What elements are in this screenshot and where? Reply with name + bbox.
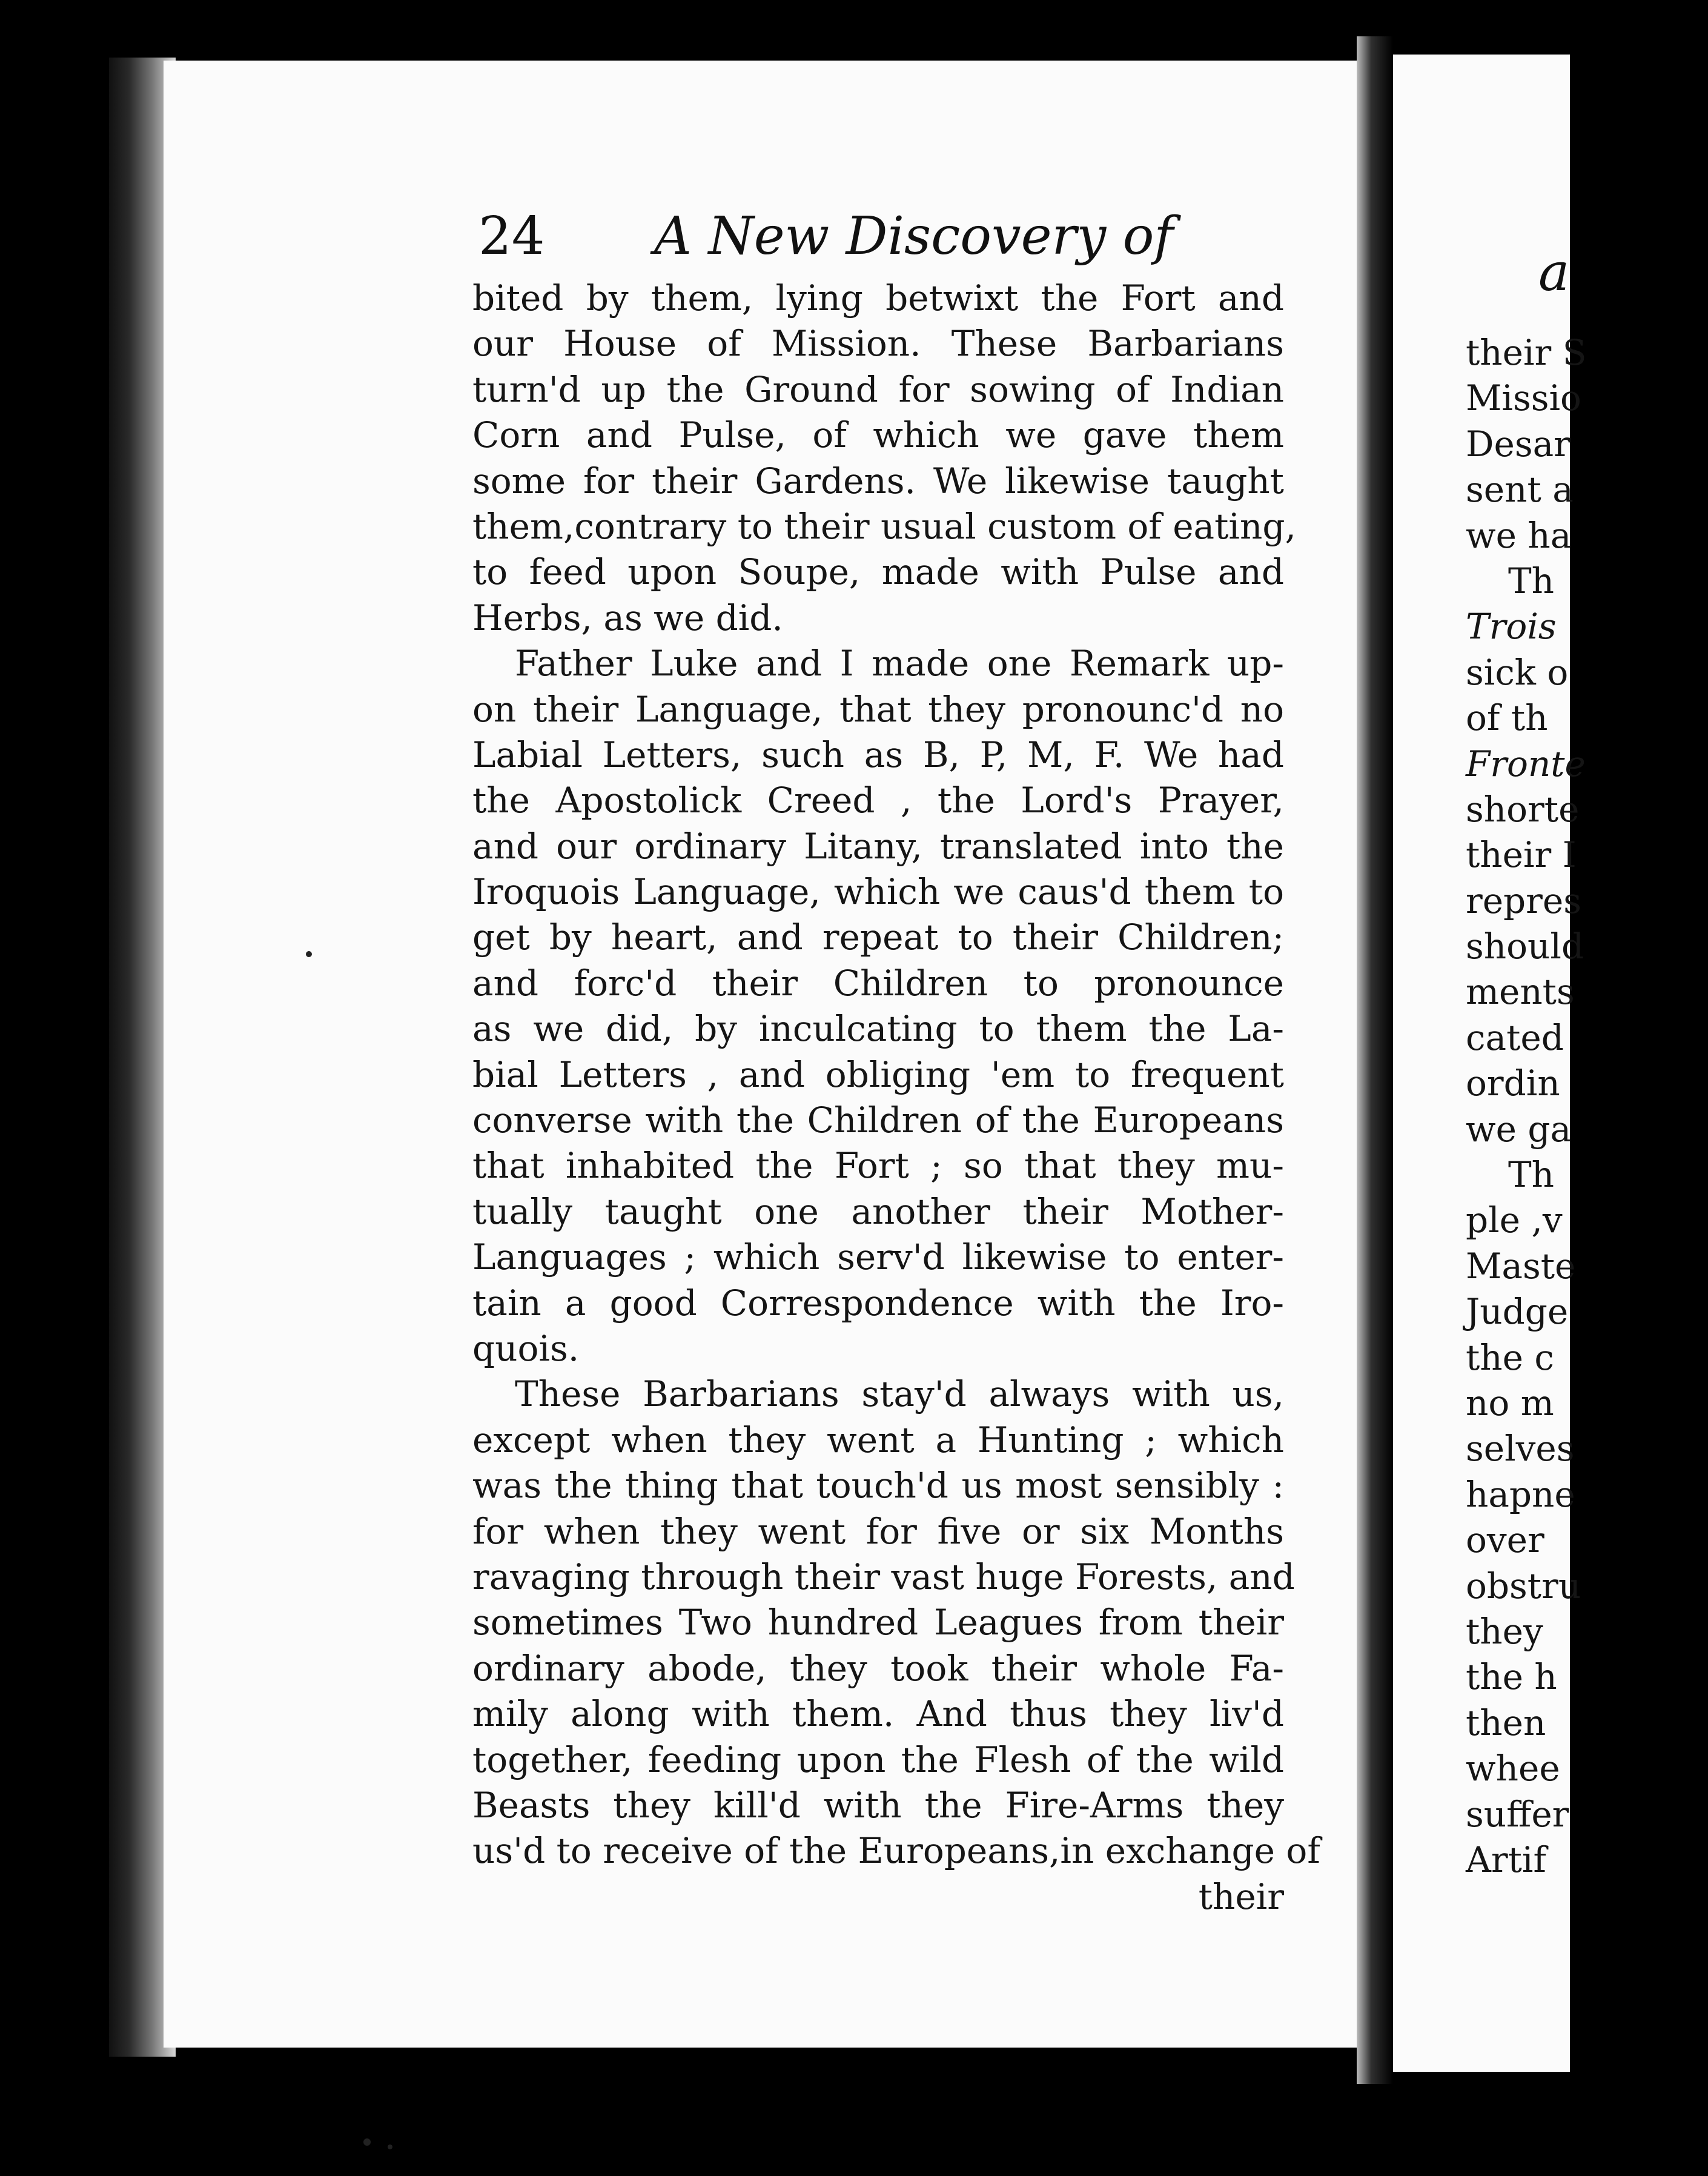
right-body-text [1466, 330, 1708, 1883]
text-line: selves [1466, 1428, 1575, 1470]
text-line: Maste [1466, 1245, 1576, 1287]
text-line: Th [1508, 1154, 1555, 1196]
text-line: the Apostolick Creed , the Lord's Prayer, [472, 780, 1284, 821]
text-line: get by heart, and repeat to their Children; [472, 917, 1284, 958]
running-title: A New Discovery of [654, 206, 1174, 267]
text-line: and forc'd their Children to pronounce [472, 962, 1284, 1004]
text-line: of th [1466, 697, 1548, 739]
right-running-head: a [1538, 242, 1570, 303]
text-line: Labial Letters, such as B, P, M, F. We had [472, 734, 1284, 775]
text-line: then [1466, 1702, 1546, 1743]
text-line: bited by them, lying betwixt the Fort and [472, 277, 1284, 319]
text-line: for when they went for five or six Months [472, 1510, 1284, 1552]
text-line: ordinary abode, they took their whole Fa- [472, 1647, 1284, 1689]
text-line: mily along with them. And thus they liv'd [472, 1693, 1284, 1735]
text-line: that inhabited the Fort ; so that they mu- [472, 1145, 1284, 1187]
page-number: 24 [478, 206, 545, 267]
text-line: was the thing that touch'd us most sensibly : [472, 1465, 1284, 1507]
text-line: sick o [1466, 651, 1569, 693]
text-line: them,contrary to their usual custom of eating, [472, 505, 1296, 547]
text-line: on their Language, that they pronounc'd no [472, 688, 1284, 730]
ink-speck [306, 951, 312, 957]
text-line: the c [1466, 1336, 1554, 1378]
text-line: obstru [1466, 1565, 1581, 1607]
text-line: Iroquois Language, which we caus'd them to [472, 871, 1284, 913]
text-line: sometimes Two hundred Leagues from their [472, 1602, 1284, 1644]
text-line: our House of Mission. These Barbarians [472, 323, 1284, 365]
text-line: we ga [1466, 1108, 1572, 1150]
text-line: ments [1466, 971, 1575, 1013]
text-line: sent a [1466, 469, 1574, 511]
text-line: converse with the Children of the Europeans [472, 1100, 1284, 1141]
text-line: shorte [1466, 788, 1580, 830]
text-line: quois. [472, 1327, 580, 1369]
text-line: bial Letters , and obliging 'em to frequent [472, 1053, 1284, 1095]
text-line: whee [1466, 1748, 1560, 1790]
catchword: their [1198, 1876, 1284, 1917]
text-line: to feed upon Soupe, made with Pulse and [472, 551, 1284, 593]
text-line: us'd to receive of the Europeans,in exchange of [472, 1830, 1320, 1872]
text-line: ple ,v [1466, 1199, 1563, 1241]
right-page [1393, 55, 1587, 2072]
text-line: and our ordinary Litany, translated into the [472, 825, 1284, 867]
text-line: Herbs, as we did. [472, 597, 783, 639]
text-line: ravaging through their vast huge Forests, and [472, 1556, 1295, 1597]
text-line: Th [1508, 560, 1555, 602]
text-line: repres [1466, 880, 1581, 921]
text-line: should [1466, 926, 1584, 967]
text-line: together, feeding upon the Flesh of the wild [472, 1739, 1284, 1780]
text-line: Judge [1466, 1291, 1569, 1333]
body-text [472, 276, 1320, 1920]
book-gutter [1357, 36, 1393, 2084]
text-line: ordin [1466, 1063, 1560, 1104]
text-line: tually taught one another their Mother- [472, 1190, 1284, 1232]
ink-speck [363, 2138, 371, 2146]
text-line: we ha [1466, 514, 1572, 556]
text-line: their I [1466, 834, 1577, 876]
text-line: some for their Gardens. We likewise taught [472, 460, 1284, 502]
text-line: Desar [1466, 423, 1571, 465]
text-line: Father Luke and I made one Remark up- [515, 643, 1284, 685]
text-line: except when they went a Hunting ; which [472, 1419, 1284, 1461]
text-line: their S [1466, 332, 1587, 373]
text-line: the h [1466, 1656, 1557, 1698]
text-line: These Barbarians stay'd always with us, [515, 1373, 1284, 1415]
text-line: Trois [1466, 606, 1557, 648]
text-line: over [1466, 1519, 1544, 1561]
text-line: turn'd up the Ground for sowing of Indian [472, 368, 1284, 410]
text-line: Fronte [1466, 743, 1586, 784]
text-line: hapne [1466, 1473, 1575, 1515]
text-line: Missio [1466, 377, 1581, 419]
text-line: they [1466, 1610, 1543, 1652]
text-line: tain a good Correspondence with the Iro- [472, 1282, 1284, 1324]
text-line: as we did, by inculcating to them the La- [472, 1008, 1284, 1050]
text-line: Artif [1466, 1839, 1546, 1880]
text-line: Languages ; which serv'd likewise to enter- [472, 1236, 1284, 1278]
text-line: Beasts they kill'd with the Fire-Arms they [472, 1784, 1284, 1826]
text-line: no m [1466, 1382, 1554, 1424]
text-line: cated [1466, 1017, 1564, 1058]
ink-speck [388, 2144, 392, 2149]
running-head [478, 200, 1296, 273]
text-line: Corn and Pulse, of which we gave them [472, 414, 1284, 456]
text-line: suffer [1466, 1793, 1569, 1835]
